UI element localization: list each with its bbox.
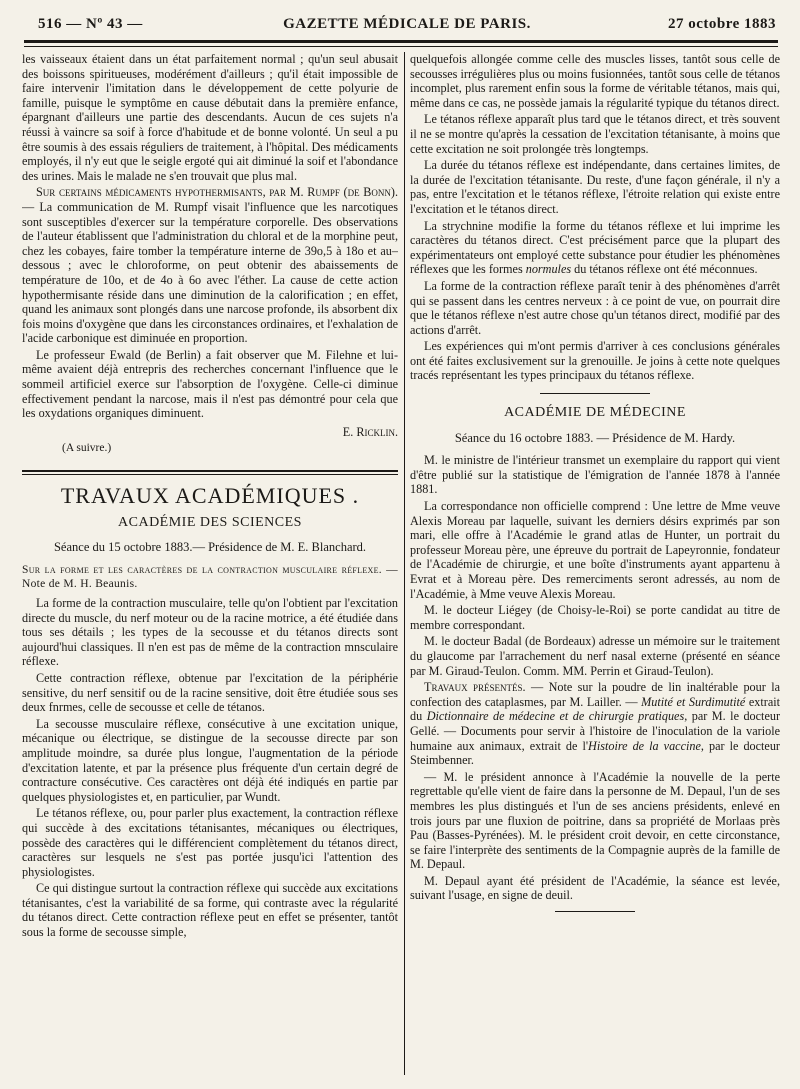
header-rule-thick bbox=[24, 40, 778, 43]
note-heading bbox=[22, 563, 398, 592]
paragraph: La forme de la contraction musculaire, telle qu'on l'obtient par l'excitation directe du muscle, du nerf moteur ou de la racine motrice, a été étudiée dans tous ses détails ; les types de la secousse et du tétanos directs sont aujourd'hui classiques. Il n'en est pas de même de la contraction mnsculaire réflexe. bbox=[22, 596, 398, 669]
italic-title: Histoire de la vaccine bbox=[588, 738, 701, 753]
paragraph: La durée du tétanos réflexe est indépendante, dans certaines limites, de la durée de l'excitation tétanisante. Du reste, d'une façon générale, il n'y a pas, entre l'excitation et le tétanos réflexe, l'étroite relation qui existe entre l'excitation et le tétanos direct. bbox=[410, 158, 780, 216]
header-rule-thin bbox=[24, 46, 778, 47]
issue-date: 27 octobre 1883 bbox=[667, 16, 776, 32]
paragraph: La correspondance non officielle comprend : Une lettre de Mme veuve Alexis Moreau par laquelle, suivant les derniers désirs exprimés par son mari, elle offre à l'Académie le grand atlas de Hunter, un portrait du professeur Moreau père, une épreuve du portrait de Lapeyronnie, fondateur de l'Académie de chirurgie, et une boîte d'instruments ayant appartenu à Evrat et à Moreau père. Des remerciments seront adressés, au nom de l'Académie, à Mme veuve Alexis Moreau. bbox=[410, 499, 780, 601]
paragraph-text: , par le docteur Steimbenner. bbox=[410, 738, 780, 768]
paragraph: Le professeur Ewald (de Berlin) a fait observer que M. Filehne et lui-même avaient déjà entrepris des recherches concernant l'influence que le sommeil artificiel exerce sur l'absorption de l'oxygène. Celle-ci diminue effectivement pendant la narcose, mais il n'est pas démontré pour cela que les oxydations organiques diminuent. bbox=[22, 347, 398, 421]
paragraph: La secousse musculaire réflexe, consécutive à une excitation unique, mécanique ou électrique, se distingue de la secousse directe par son amplitude moindre, sa durée plus longue, l'augmentation de la période d'excitation latente, et par la présence plus fréquente d'un certain degré de contracture consécutive. Ces caractères ont déjà été indiqués en partie par quelques physiologistes et, en particulier, par Wundt. bbox=[22, 716, 398, 804]
left-column bbox=[22, 52, 398, 1079]
page-header bbox=[38, 12, 776, 36]
paragraph: La forme de la contraction réflexe paraît tenir à des phénomènes d'arrêt qui se passent dans les centres nerveux : à ce point de vue, on pourrait dire que le tétanos réflexe n'est autre chose qu'un tétanos direct, modifié par des actions d'arrêt. bbox=[410, 278, 780, 337]
paragraph bbox=[410, 680, 780, 768]
paragraph: M. le docteur Liégey (de Choisy-le-Roi) se porte candidat au titre de membre correspondant. bbox=[410, 603, 780, 632]
paragraph-text: — Note sur la poudre de lin inaltérable pour la confection des cataplasmes, par M. Lailler. — bbox=[410, 680, 780, 709]
paragraph-text: La strychnine modifie la forme du tétanos réflexe et lui imprime les caractères du tétanos direct. C'est précisément parce que la plupart des expérimentateurs ont employé cette substance pour étudier les phénomènes réflexes que les formes bbox=[410, 218, 780, 277]
italic-title: Mutité et Surdimutité bbox=[641, 694, 746, 709]
paragraph: quelquefois allongée comme celle des muscles lisses, tantôt sous celle de secousses irrégulières plus ou moins fusionnées, tantôt sous celle de tétanos incomplet, plus rarement enfin sous la forme de véritable tétanos, mais qui, même dans ce cas, ne possède jamais la régularité typique du tétanos direct. bbox=[410, 52, 780, 110]
paragraph-text: — La communication de M. Rumpf visait l'influence que les narcotiques sont susceptibles d'exercer sur la température corporelle. Des observations de l'auteur établissent que l'administration du chloral et de la morphine peut, chez les cobayes, faire tomber la température interne de 39o,5 à 18o et au–dessous ; avec le chloroforme, on peut obtenir des abaissements de température de 10o, et de 4o à 6o avec l'éther. La cause de cette action hypothermisante réside dans une diminution de la calorification ; en effet, quand les animaux sont plongés dans une narcose profonde, ils absorbent dix fois moins d'oxygène que dans les circonstances ordinaires, et l'exhalation de l'acide carbonique est diminuée en proportion. bbox=[22, 199, 398, 346]
section-heading: Sur certains médicaments hypothermisants, par M. Rumpf (de Bonn). bbox=[36, 185, 398, 200]
note-title: Sur la forme et les caractères de la contraction musculaire réflexe. bbox=[22, 563, 382, 576]
paragraph-text: du tétanos réflexe ont été méconnues. bbox=[571, 262, 758, 277]
paragraph: M. le docteur Badal (de Bordeaux) adresse un mémoire sur le traitement du glaucome par l'arrachement du nerf nasal externe (présenté en séance par M. Giraud-Teulon. Comm. MM. Perrin et Giraud-Teulon). bbox=[410, 634, 780, 678]
paragraph: M. Depaul ayant été président de l'Académie, la séance est levée, suivant l'usage, en signe de deuil. bbox=[410, 873, 780, 903]
column-divider bbox=[404, 52, 405, 1075]
paragraph: — M. le président annonce à l'Académie la nouvelle de la perte regrettable qu'elle vient de faire dans la personne de M. Depaul, l'un de ses membres les plus distingués et l'un de ses anciens présidents, enlevé en trois jours par une fluxion de poitrine, dans sa propriété de Morlaas près Pau (Basses-Pyrénées). M. le président croit devoir, en cette circonstance, se faire l'interprète des sentiments de la Compagnie auprès de la famille de M. Depaul. bbox=[410, 769, 780, 872]
paragraph: Le tétanos réflexe, ou, pour parler plus exactement, la contraction réflexe qui succède à des excitations tétanisantes, mécaniques ou électriques, possède des caractères qui le différencient complètement du tétanos direct, caractères sur lesquels ne s'est pas portée jusqu'ici l'attention des physiologistes. bbox=[22, 806, 398, 879]
paragraph bbox=[410, 219, 780, 277]
paragraph-text: extrait du bbox=[410, 694, 780, 724]
page-number: 516 — Nº 43 — bbox=[38, 16, 143, 32]
paragraph: M. le ministre de l'intérieur transmet un exemplaire du rapport qui vient d'être publié sur la statistique de l'émigration de l'année 1878 à l'année 1881. bbox=[410, 453, 780, 497]
paragraph bbox=[22, 185, 398, 346]
session-line: Séance du 16 octobre 1883. — Présidence de M. Hardy. bbox=[454, 430, 736, 445]
right-column bbox=[410, 52, 780, 1079]
session-line: Séance du 15 octobre 1883.— Présidence de M. E. Blanchard. bbox=[53, 540, 367, 555]
academy-heading: ACADÉMIE DES SCIENCES bbox=[118, 514, 302, 530]
italic-title: Dictionnaire de médecine et de chirurgie pratiques bbox=[426, 709, 685, 724]
note-author: — Note de M. H. Beaunis. bbox=[22, 563, 398, 591]
section-heading: Travaux présentés. bbox=[424, 680, 526, 695]
paragraph: Cette contraction réflexe, obtenue par l'excitation de la périphérie sensitive, du nerf sensitif ou de la racine sensitive, doit être étudiée sous ses deux fnrmes, celle de secousse et celle de tétanos. bbox=[22, 670, 398, 715]
section-title: TRAVAUX ACADÉMIQUES . bbox=[60, 483, 360, 509]
journal-title: GAZETTE MÉDICALE DE PARIS. bbox=[283, 16, 531, 32]
paragraph-text: , par M. le docteur Gellé. — Documents pour servir à l'histoire de l'inoculation de la variole humaine aux animaux, extrait de l' bbox=[410, 709, 780, 753]
italic-term: normules bbox=[525, 262, 572, 277]
academy-heading: ACADÉMIE DE MÉDECINE bbox=[504, 405, 686, 421]
section-divider bbox=[540, 393, 650, 394]
paragraph: les vaisseaux étaient dans un état parfaitement normal ; qu'un seul abusait des boissons spiritueuses, modérément d'ailleurs ; qu'il était impossible de faire intervenir l'imitation dans le développement de cette polyurie de famille, puisque le symptôme en cause débutait dans la première enfance, épargnant d'ailleurs une partie des descendants. Aucun de ces sujets n'a réussi à vaincre sa soif à force d'habitude et de bonne volonté. Un seul a pu être soumis à des essais réguliers de traitement, à l'hôpital. Des médicaments employés, il n'y eut que le seigle ergoté qui ait diminué la soif et l'abondance des urines. Mais le malade ne s'en trouvait que plus mal. bbox=[22, 52, 398, 183]
author-signature: E. Ricklin. bbox=[342, 424, 398, 439]
end-rule bbox=[555, 911, 635, 912]
paragraph: Le tétanos réflexe apparaît plus tard que le tétanos direct, et très souvent il ne se montre qu'après la cessation de l'excitation tétanisante, à moins que cette excitation ne soit prolongée très longtemps. bbox=[410, 112, 780, 156]
paragraph: Les expériences qui m'ont permis d'arriver à ces conclusions générales ont été faites exclusivement sur la grenouille. Je joins à cette note quelques tracés représentant les types principaux du tétanos réflexe. bbox=[410, 339, 780, 383]
paragraph: Ce qui distingue surtout la contraction réflexe qui succède aux excitations tétanisantes, c'est la variabilité de sa forme, qui contraste avec la régularité du tétanos direct. Cette contraction réflexe peut en effet se présenter, tantôt sous la forme de secousse simple, bbox=[22, 881, 398, 940]
section-divider bbox=[22, 470, 398, 475]
to-be-continued: (A suivre.) bbox=[62, 442, 112, 455]
